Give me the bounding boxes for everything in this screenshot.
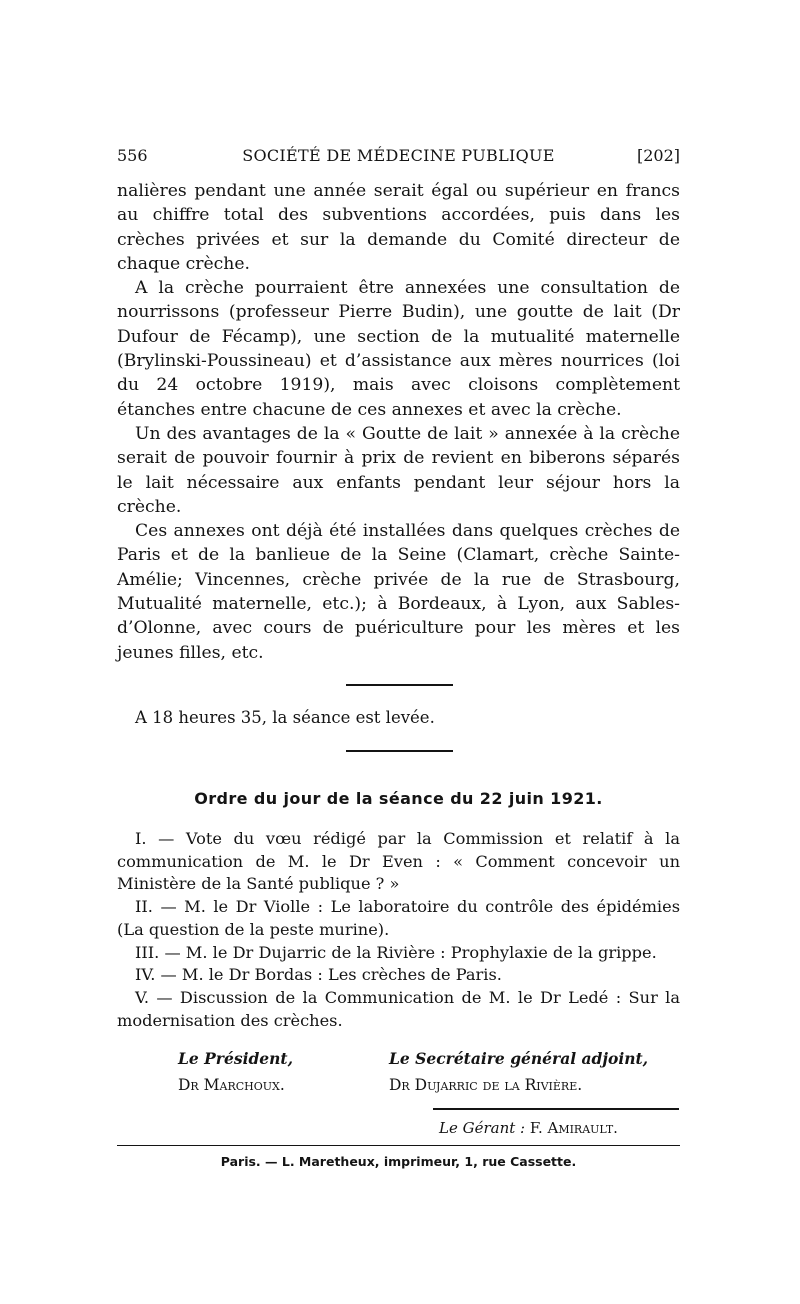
agenda-item: IV. — M. le Dr Bordas : Les crèches de Paris. [135, 965, 502, 985]
gerant-rule [433, 1108, 679, 1110]
agenda-item: II. — M. le Dr Violle : Le laboratoire du contrôle des épidémies (La question de la peste murine). [117, 897, 680, 939]
paragraph-4: Ces annexes ont déjà été installées dans quelques crèches de Paris et de la banlieue de la Seine (Clamart, crèche Sainte-Amélie; Vincennes, crèche privée de la rue de Strasbourg, Mutualité maternelle, etc.); à Bordeaux, à Lyon, aux Sables-d’Olonne, avec cours de puériculture pour les mères et les jeunes filles, etc. [117, 521, 680, 663]
running-title: SOCIÉTÉ DE MÉDECINE PUBLIQUE [242, 146, 555, 165]
section-divider [346, 684, 453, 686]
agenda-item: I. — Vote du vœu rédigé par la Commission et relatif à la communication de M. le Dr Even : « Comment concevoir un Ministère de la Santé publique ? » [117, 829, 680, 894]
agenda-list [117, 828, 680, 1032]
printer-imprint: Paris. — L. Maretheux, imprimeur, 1, rue Cassette. [220, 1154, 577, 1169]
president-signature [178, 1049, 293, 1094]
bracket-number: [202] [636, 146, 680, 165]
paragraph-3: Un des avantages de la « Goutte de lait » annexée à la crèche serait de pouvoir fournir à prix de revient en biberons séparés le lait nécessaire aux enfants pendant leur séjour hors la crèche. [117, 423, 680, 517]
agenda-item: III. — M. le Dr Dujarric de la Rivière : Prophylaxie de la grippe. [135, 942, 657, 962]
running-header [117, 146, 680, 170]
paragraph-2: A la crèche pourraient être annexées une consultation de nourrissons (professeur Pierre Budin), une goutte de lait (Dr Dufour de Fécamp), une section de la mutualité maternelle (Brylinski-Poussineau) et d’assistance aux mères nourrices (loi du 24 octobre 1919), mais avec cloisons complètement étanches entre chacune de ces annexes et avec la crèche. [117, 278, 680, 420]
body-text [117, 179, 680, 665]
section-divider [346, 750, 453, 752]
agenda-title: Ordre du jour de la séance du 22 juin 1921. [194, 789, 603, 808]
page-number: 556 [117, 146, 148, 165]
printer-rule [117, 1145, 680, 1146]
president-name: Dr Marchoux. [178, 1076, 285, 1094]
gerant-line [439, 1119, 618, 1137]
secretary-role: Le Secrétaire général adjoint, [389, 1049, 649, 1068]
secretary-name: Dr Dujarric de la Rivière. [389, 1076, 583, 1094]
closing-line: A 18 heures 35, la séance est levée. [135, 708, 435, 727]
president-role: Le Président, [178, 1049, 293, 1068]
agenda-item: V. — Discussion de la Communication de M. le Dr Ledé : Sur la modernisation des crèches. [117, 987, 680, 1030]
gerant-role: Le Gérant : [439, 1119, 526, 1137]
paragraph-1: nalières pendant une année serait égal ou supérieur en francs au chiffre total des subventions accordées, puis dans les crèches privées et sur la demande du Comité directeur de chaque crèche. [117, 181, 680, 274]
secretary-signature [389, 1049, 648, 1094]
gerant-name: F. Amirault. [529, 1119, 618, 1137]
